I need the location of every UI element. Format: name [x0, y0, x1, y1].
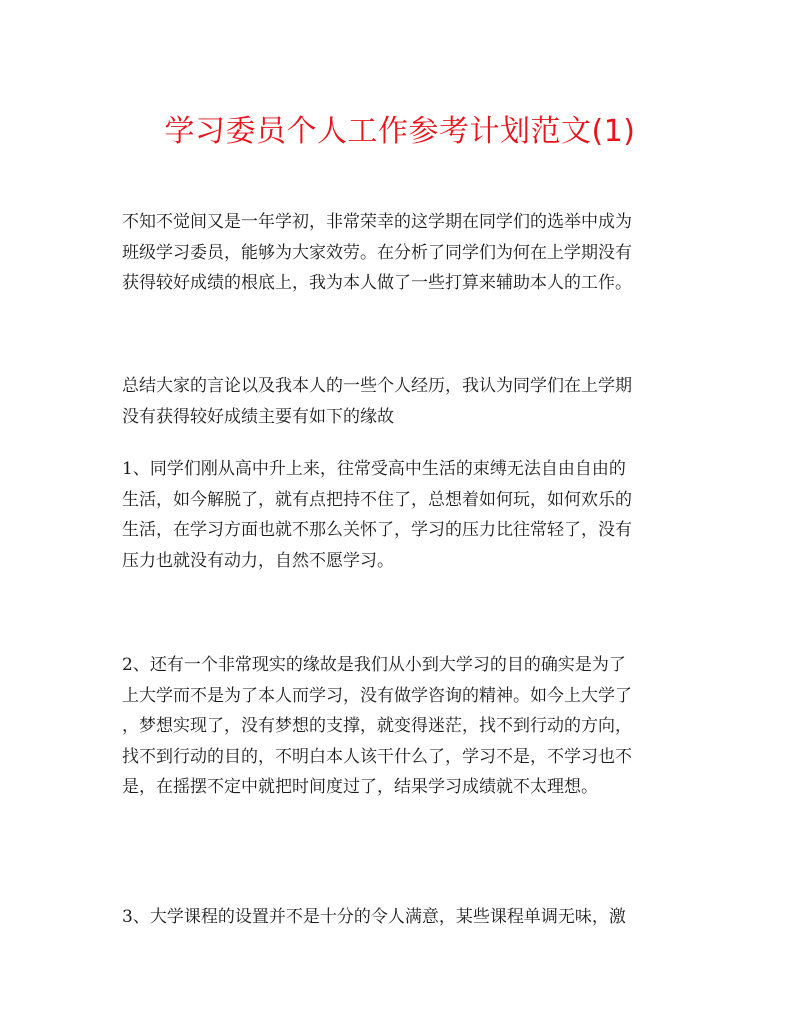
paragraph-line: 上大学而不是为了本人而学习，没有做学咨询的精神。如今上大学了 [122, 685, 632, 706]
paragraph-line: ，梦想实现了，没有梦想的支撑，就变得迷茫，找不到行动的方向， [122, 716, 632, 736]
paragraph-line: 生活，如今解脱了，就有点把持不住了，总想着如何玩，如何欢乐的 [122, 489, 632, 510]
paragraph-line: 1、同学们刚从高中升上来，往常受高中生活的束缚无法自由自由的 [122, 459, 626, 479]
paragraph-line: 总结大家的言论以及我本人的一些个人经历，我认为同学们在上学期 [122, 376, 632, 396]
paragraph-summary [122, 371, 682, 432]
paragraph-line: 不知不觉间又是一年学初，非常荣幸的这学期在同学们的选举中成为 [122, 212, 632, 232]
paragraph-line: 2、还有一个非常现实的缘故是我们从小到大学习的目的确实是为了 [122, 655, 626, 675]
paragraph-reason-3 [122, 902, 682, 933]
paragraph-intro [122, 207, 682, 299]
paragraph-line: 是，在摇摆不定中就把时间度过了，结果学习成绩就不太理想。 [122, 777, 598, 797]
paragraph-reason-1 [122, 454, 682, 576]
paragraph-line: 没有获得较好成绩主要有如下的缘故 [122, 406, 394, 427]
paragraph-line: 生活，在学习方面也就不那么关怀了，学习的压力比往常轻了，没有 [122, 520, 632, 540]
paragraph-line: 获得较好成绩的根底上，我为本人做了一些打算来辅助本人的工作。 [122, 273, 632, 293]
document-title: 学习委员个人工作参考计划范文(1) [164, 114, 636, 149]
paragraph-line: 找不到行动的目的，不明白本人该干什么了，学习不是，不学习也不 [122, 746, 632, 767]
paragraph-line: 班级学习委员，能够为大家效劳。在分析了同学们为何在上学期没有 [122, 242, 632, 263]
paragraph-line: 压力也就没有动力，自然不愿学习。 [122, 550, 394, 571]
paragraph-reason-2 [122, 650, 682, 803]
paragraph-line: 3、大学课程的设置并不是十分的令人满意，某些课程单调无味，激 [122, 907, 626, 927]
